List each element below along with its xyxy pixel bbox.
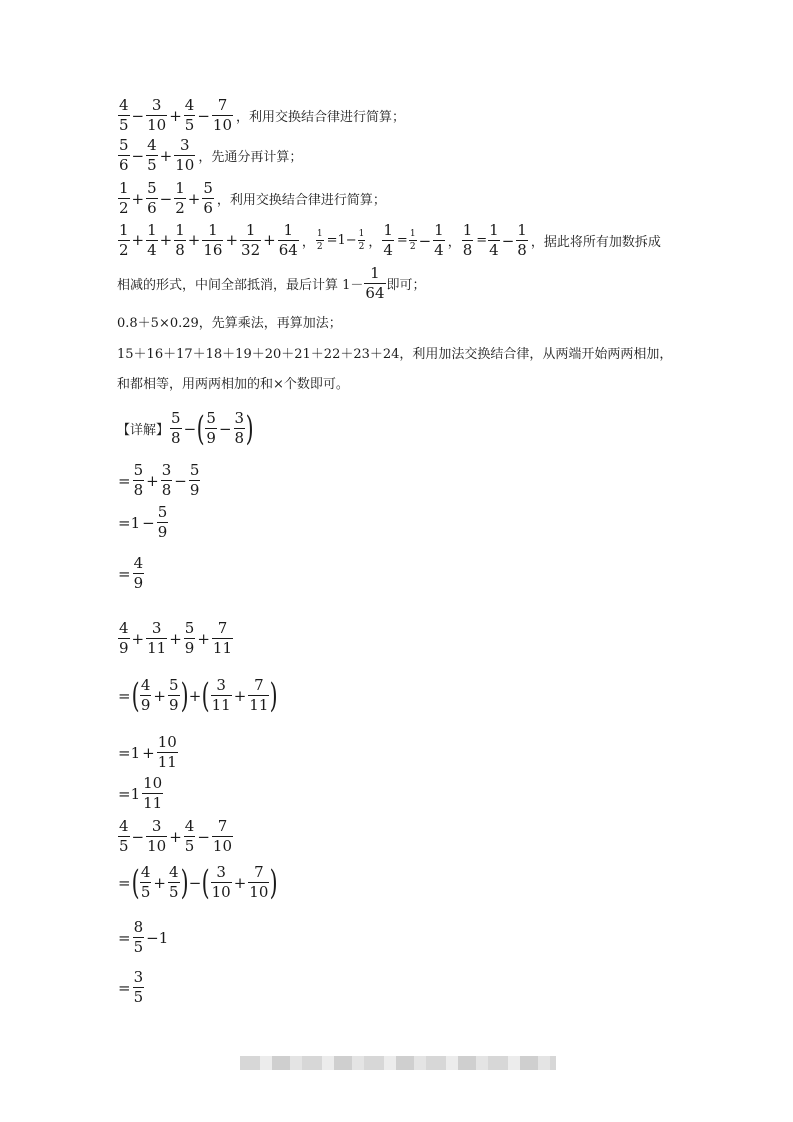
fraction: $\frac{1}{4}$ bbox=[434, 221, 444, 259]
fraction: $\frac{7}{10}$ bbox=[249, 863, 269, 901]
operator: + bbox=[153, 686, 166, 705]
method-line-5-text: 相减的形式，中间全部抵消，最后计算 1－ bbox=[117, 278, 364, 293]
method-line-4-text: ，据此将所有加数拆成 bbox=[530, 235, 661, 250]
operator: + bbox=[131, 189, 145, 208]
fraction: $\frac{3}{10}$ bbox=[147, 96, 167, 134]
method-line-5 bbox=[117, 265, 426, 302]
method-line-1 bbox=[117, 97, 405, 134]
left-paren: ( bbox=[196, 408, 205, 449]
method-line-4 bbox=[117, 222, 661, 259]
right-paren: ) bbox=[270, 675, 279, 716]
detail-label: 【详解】 bbox=[117, 423, 170, 438]
fraction: $\frac{8}{5}$ bbox=[133, 918, 144, 956]
equals: = bbox=[118, 978, 131, 997]
fraction: $\frac{1}{8}$ bbox=[517, 221, 527, 259]
operator: + bbox=[131, 230, 145, 249]
method-line-8-text: 和都相等，用两两相加的和×个数即可。 bbox=[117, 377, 349, 392]
fraction: $\frac{3}{10}$ bbox=[175, 136, 195, 174]
fraction: $\frac{4}{9}$ bbox=[140, 676, 151, 714]
operator: + bbox=[146, 471, 159, 490]
operator: + bbox=[159, 230, 173, 249]
equation-text: = bbox=[476, 233, 488, 248]
fraction: $\frac{5}{6}$ bbox=[147, 179, 157, 217]
method-line-6-text: 0.8＋5×0.29，先算乘法，再算加法； bbox=[117, 316, 342, 331]
fraction: $\frac{5}{9}$ bbox=[184, 619, 195, 657]
equals: =1 bbox=[118, 743, 141, 762]
fraction: $\frac{7}{10}$ bbox=[212, 817, 233, 855]
detail-p1-step-2 bbox=[117, 504, 169, 541]
right-paren: ) bbox=[180, 675, 189, 716]
fraction: $\frac{5}{9}$ bbox=[206, 409, 216, 447]
right-paren: ) bbox=[245, 408, 254, 449]
equation-text: =1− bbox=[326, 233, 357, 248]
right-paren: ) bbox=[180, 862, 189, 903]
fraction: $\frac{3}{8}$ bbox=[234, 409, 245, 447]
fraction: $\frac{5}{8}$ bbox=[133, 461, 144, 499]
fraction: $\frac{3}{11}$ bbox=[211, 676, 231, 714]
fraction: $\frac{1}{2}$ bbox=[316, 229, 323, 252]
method-line-7 bbox=[117, 343, 672, 362]
detail-p2-step-1 bbox=[117, 677, 278, 714]
detail-p2-step-2 bbox=[117, 734, 179, 771]
operator: + bbox=[187, 230, 201, 249]
detail-p3-step-2 bbox=[117, 919, 169, 956]
fraction: $\frac{10}{11}$ bbox=[157, 733, 177, 771]
fraction: $\frac{3}{10}$ bbox=[211, 863, 231, 901]
fraction: $\frac{4}{9}$ bbox=[119, 619, 129, 657]
method-line-7-text: 15＋16＋17＋18＋19＋20＋21＋22＋23＋24，利用加法交换结合律，从两端开始两两相加， bbox=[117, 347, 673, 362]
operator: + bbox=[131, 629, 145, 648]
left-paren: ( bbox=[131, 862, 140, 903]
operator: + bbox=[169, 106, 182, 125]
fraction: $\frac{4}{9}$ bbox=[133, 554, 144, 592]
fraction: $\frac{1}{4}$ bbox=[489, 221, 499, 259]
method-line-4-expr bbox=[117, 222, 300, 259]
fraction: $\frac{4}{5}$ bbox=[147, 136, 157, 174]
fraction: $\frac{4}{5}$ bbox=[184, 96, 195, 134]
detail-p1-step-1 bbox=[117, 462, 201, 499]
fraction: $\frac{1}{2}$ bbox=[409, 229, 416, 252]
fraction: $\frac{3}{11}$ bbox=[147, 619, 167, 657]
fraction: $\frac{3}{8}$ bbox=[161, 461, 172, 499]
detail-p2-step-3 bbox=[117, 775, 164, 812]
fraction: $\frac{1}{8}$ bbox=[175, 221, 185, 259]
left-paren: ( bbox=[202, 862, 210, 903]
fraction: $\frac{5}{6}$ bbox=[203, 179, 213, 217]
operator: + bbox=[169, 827, 182, 846]
operator: − bbox=[142, 513, 155, 532]
operator: − bbox=[418, 231, 432, 250]
fraction: $\frac{1}{8}$ bbox=[462, 221, 473, 259]
operator: − bbox=[218, 419, 232, 438]
operator: − bbox=[197, 106, 210, 125]
operator: + bbox=[225, 230, 239, 249]
separator: ， bbox=[301, 235, 315, 250]
fraction: $\frac{7}{11}$ bbox=[212, 619, 233, 657]
separator: ， bbox=[447, 235, 461, 250]
operator: −1 bbox=[146, 928, 169, 947]
operator: + bbox=[153, 873, 166, 892]
fraction: $\frac{5}{8}$ bbox=[171, 409, 181, 447]
operator: + bbox=[159, 146, 173, 165]
operator: − bbox=[174, 471, 187, 490]
operator: − bbox=[188, 873, 202, 892]
fraction: $\frac{10}{11}$ bbox=[143, 774, 163, 812]
operator: + bbox=[169, 629, 182, 648]
method-line-8 bbox=[117, 373, 349, 392]
fraction: $\frac{7}{11}$ bbox=[249, 676, 269, 714]
detail-problem-2 bbox=[117, 620, 234, 657]
operator: + bbox=[197, 629, 210, 648]
detail-p3-step-1 bbox=[117, 864, 278, 901]
equals: = bbox=[118, 471, 131, 490]
detail-p1-step-3 bbox=[117, 555, 145, 592]
method-line-2 bbox=[117, 137, 302, 174]
blurred-footer-watermark bbox=[240, 1056, 556, 1070]
fraction: $\frac{1}{2}$ bbox=[119, 179, 129, 217]
fraction: $\frac{1}{16}$ bbox=[203, 221, 223, 259]
fraction: $\frac{5}{9}$ bbox=[168, 676, 179, 714]
operator: + bbox=[233, 873, 247, 892]
right-paren: ) bbox=[270, 862, 279, 903]
equals: = bbox=[118, 564, 131, 583]
equals: =1 bbox=[118, 784, 141, 803]
operator: − bbox=[159, 189, 173, 208]
method-line-3 bbox=[117, 180, 386, 217]
fraction: $\frac{1}{32}$ bbox=[241, 221, 261, 259]
operator: + bbox=[142, 743, 155, 762]
method-line-6 bbox=[117, 312, 342, 331]
fraction: $\frac{5}{6}$ bbox=[119, 136, 129, 174]
method-text: ，利用交换结合律进行简算； bbox=[216, 193, 386, 208]
fraction: $\frac{1}{64}$ bbox=[278, 221, 298, 259]
method-line-5-tail: 即可； bbox=[386, 278, 426, 293]
operator: + bbox=[263, 230, 276, 249]
fraction: $\frac{5}{9}$ bbox=[157, 503, 168, 541]
operator: − bbox=[183, 419, 197, 438]
fraction: $\frac{4}{5}$ bbox=[168, 863, 179, 901]
operator: − bbox=[131, 827, 145, 846]
operator: − bbox=[131, 106, 145, 125]
fraction: $\frac{4}{5}$ bbox=[119, 817, 129, 855]
fraction: $\frac{5}{9}$ bbox=[189, 461, 200, 499]
operator: + bbox=[187, 189, 201, 208]
equation-text: = bbox=[396, 233, 408, 248]
method-text: ，利用交换结合律进行简算； bbox=[236, 110, 406, 125]
left-paren: ( bbox=[202, 675, 210, 716]
fraction: $\frac{3}{5}$ bbox=[133, 968, 144, 1006]
detail-p3-step-3 bbox=[117, 969, 145, 1006]
operator: + bbox=[233, 686, 247, 705]
fraction: $\frac{4}{5}$ bbox=[140, 863, 151, 901]
operator: − bbox=[501, 231, 515, 250]
separator: ， bbox=[368, 235, 382, 250]
fraction: $\frac{1}{64}$ bbox=[365, 264, 385, 302]
fraction: $\frac{1}{2}$ bbox=[358, 229, 365, 252]
equals: = bbox=[118, 928, 131, 947]
fraction: $\frac{4}{5}$ bbox=[119, 96, 129, 134]
fraction: $\frac{1}{2}$ bbox=[119, 221, 129, 259]
operator: + bbox=[188, 686, 202, 705]
method-text: ，先通分再计算； bbox=[198, 150, 303, 165]
fraction: $\frac{1}{4}$ bbox=[147, 221, 157, 259]
left-paren: ( bbox=[131, 675, 140, 716]
fraction: $\frac{1}{2}$ bbox=[175, 179, 185, 217]
equals: = bbox=[118, 686, 131, 705]
fraction: $\frac{7}{10}$ bbox=[212, 96, 233, 134]
detail-problem-3 bbox=[117, 818, 234, 855]
fraction: $\frac{1}{4}$ bbox=[383, 221, 393, 259]
detail-problem-1 bbox=[117, 410, 253, 447]
operator: − bbox=[197, 827, 210, 846]
fraction: $\frac{3}{10}$ bbox=[147, 817, 167, 855]
operator: − bbox=[131, 146, 145, 165]
equals: =1 bbox=[118, 513, 141, 532]
fraction: $\frac{4}{5}$ bbox=[184, 817, 195, 855]
equals: = bbox=[118, 873, 131, 892]
